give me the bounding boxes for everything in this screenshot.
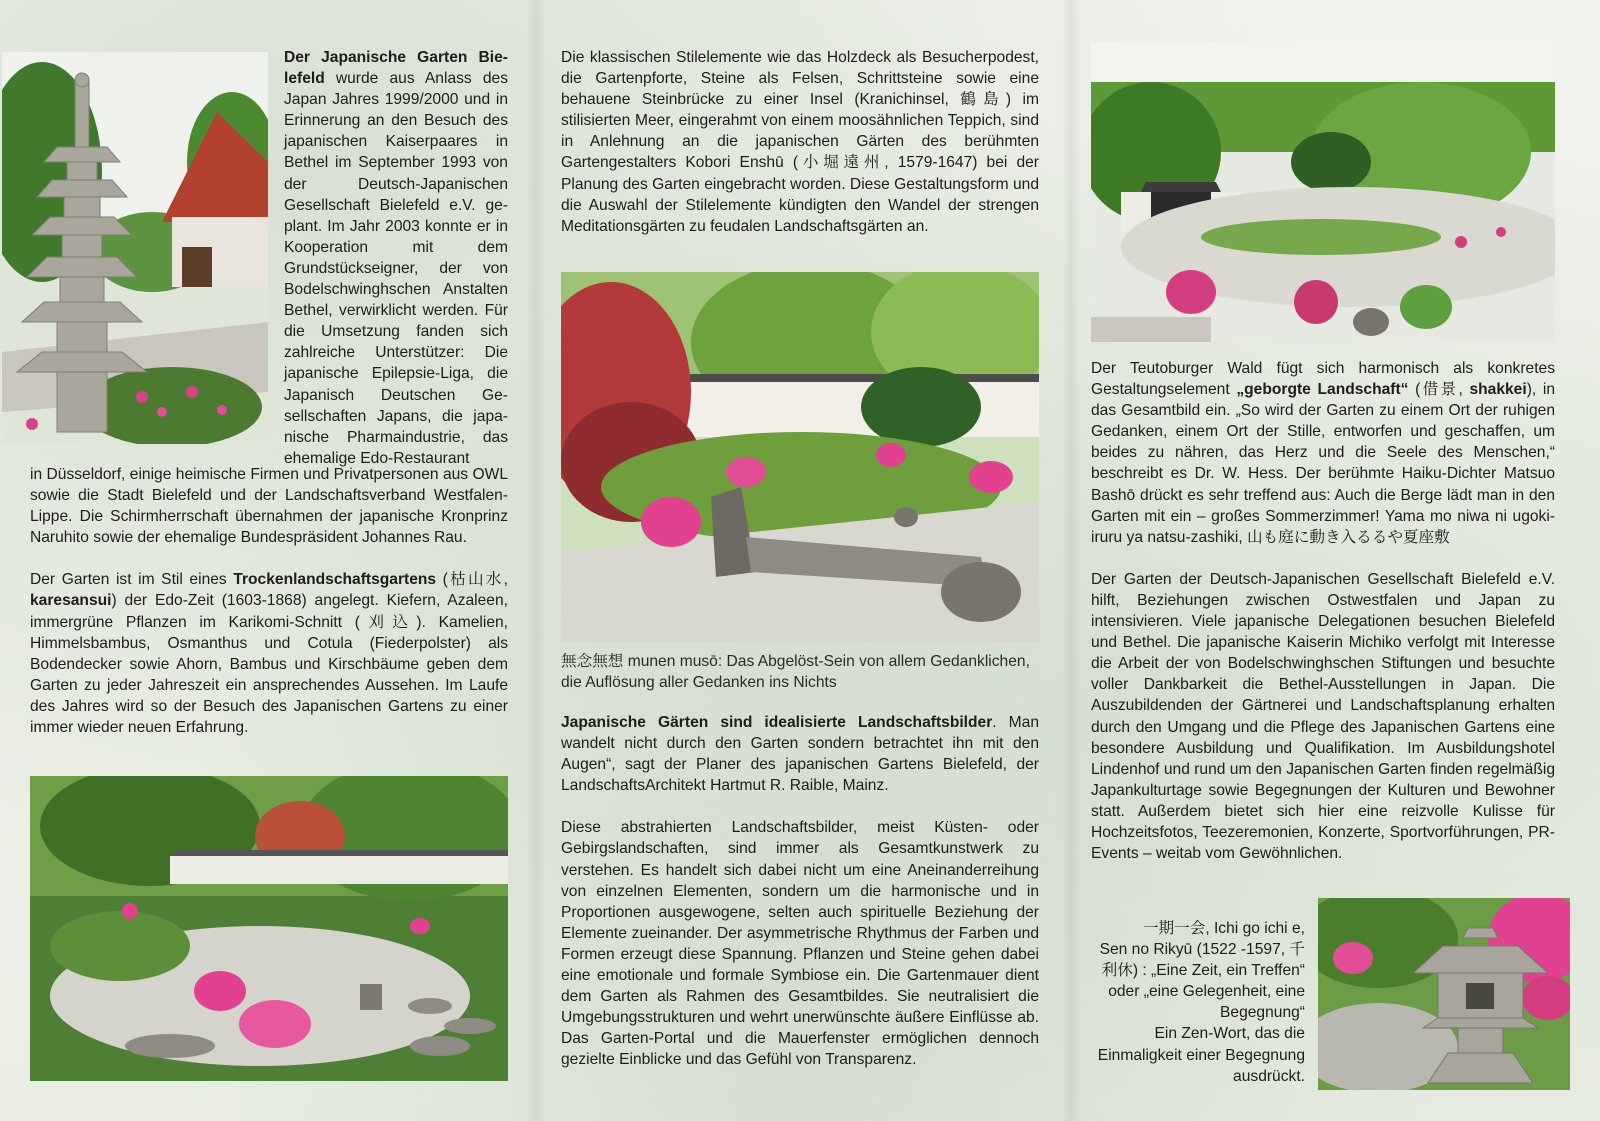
shakkei-kanji: (借景, [1408, 381, 1470, 399]
shakkei-romaji: shakkei [1469, 381, 1527, 399]
shakkei-pre: Der Teutoburger Wald fügt sich harmonisch als konkretes Gestaltungselement [1091, 360, 1555, 399]
landscape-rest: . Man wandelt nicht durch den Garten sondern betrachtet ihn mit den Augen“, sagt der Planer des japanischen Gartens Bielefeld, der LandschaftsArchitekt Hartmut R. Raible, Mainz. [561, 714, 1040, 795]
style-rest: ) der Edo-Zeit (1603-1868) angelegt. Kiefern, Azaleen, immergrüne Pflanzen im Karikomi-Schnitt (刈込). Kamelien, Himmelsbambus, Osmanthus und Cotula (Fiederpolster) als Bodendecker sowie Ahorn, Bambus und Kirschbäume geben dem Garten zu jeder Jahreszeit ein ansprechendes Aussehen. Im Laufe des Jahres wird so der Besuch des Japanischen Gartens zu einer immer wieder neuen Erfahrung. [30, 592, 508, 737]
style-elements-text [561, 47, 1039, 237]
gate-garden-photo [1091, 42, 1555, 342]
shakkei-term: „geborgte Landschaft“ [1236, 381, 1409, 399]
intro-title: Der Japanische Garten Bielefeld [284, 49, 508, 88]
style-pre: Der Garten ist im Stil eines [30, 571, 234, 589]
quote-title: 一期一会, Ichi go ichi e, [1142, 920, 1305, 937]
quote-meaning: Ein Zen-Wort, das die Einmaligkeit einer Begegnung ausdrückt. [1097, 1025, 1305, 1085]
style-kanji: (枯山水, [436, 571, 508, 589]
island-bridge-photo [561, 272, 1039, 642]
style-term: Trockenlandschaftsgartens [233, 571, 437, 589]
panel-middle [535, 0, 1065, 1121]
pagoda-photo [2, 52, 268, 444]
shakkei-paragraph [1091, 358, 1555, 548]
quote-source: Sen no Rikyū (1522 -1597, 千利休) : „Eine Zeit, ein Treffen“ oder „eine Gelegenheit, eine Begegnung“ [1099, 941, 1305, 1022]
intro-body: wurde aus Anlass des Japan Jahres 1999/2000 und in Erinnerung an den Besuch des japanischen Kaiserpaares in Bethel im September 1993 von der Deutsch-Japanischen Gesellschaft Bielefeld e.V. geplant. Im Jahr 2003 konnte er in Kooperation mit dem Grundstückseigner, der von Bodelschwinghschen Anstalten Bethel, verwirklicht werden. Für die Umsetzung fanden sich zahlreiche Unterstützer: Die japanische Epilepsie-Liga, die Japanisch Deutschen Gesellschaften Japans, die japanische Pharmaindustrie, das ehemalige Edo-Restaurant [284, 70, 508, 467]
style-term-romaji: karesansui [30, 592, 112, 610]
dry-garden-photo [30, 776, 508, 1081]
panel-right [1070, 0, 1600, 1121]
landscape-text [561, 712, 1039, 1071]
ichigo-ichie-quote [1091, 918, 1305, 1087]
borrowed-landscape-text [1091, 358, 1555, 864]
landscape-heading: Japanische Gärten sind idealisierte Landschaftsbilder [561, 714, 993, 731]
munen-muso-caption: 無念無想 munen musō: Das Abgelöst-Sein von allem Gedanklichen, die Auflösung aller Gedanken ins Nichts [561, 653, 1030, 692]
style-elements-paragraph: Die klassischen Stilelemente wie das Holzdeck als Besucherpodest, die Gartenpforte, Steine als Felsen, Schrittsteine sowie eine behauene Steinbrücke zu einer Insel (Kranichinsel, 鶴島) im stilisierten Meer, eingerahmt von einem moosähnlichen Teppich, sind in Anlehnung an die japanischen Gärten des berühmten Gartengestalters Kobori Enshū (小堀遠州, 1579-1647) bei der Planung des Garten eingebracht worden. Diese Gestaltungsform und die Auswahl der Stilelemente kündigten den Wandel der strengen Meditationsgärten zu feudalen Landschaftsgärten an. [561, 49, 1039, 235]
style-paragraph [30, 569, 508, 738]
intro-text-narrow [284, 47, 508, 469]
intro-continuation: in Düsseldorf, einige heimische Firmen und Privatpersonen aus OWL sowie die Stadt Bielefeld und der Landschaftsverband Westfalen-Lippe. Die Schirmherrschaft übernahmen der japanische Kronprinz Naruhito sowie der ehemalige Bundespräsident Johannes Rau. [30, 466, 508, 547]
abstraction-paragraph: Diese abstrahierten Landschaftsbilder, meist Küsten- oder Gebirgslandschaften, sind immer als Gesamtkunstwerk zu verstehen. Es handelt sich dabei nicht um eine Aneinanderreihung von einzelnen Elementen, sondern um die harmonische und in Proportionen ausgewogene, selten auch spirituelle Beziehung der Elemente zueinander. Der asymmetrische Rhythmus der Farben und Formen erzeugt diese Spannung. Pflanzen und Steine gehen dabei eine emotionale und formale Symbiose ein. Die Gartenmauer dient dem Garten als Rahmen des Gesamtbildes. Sie neutralisiert die Umgebungsstrukturen und wehrt unerwünschte äußere Einflüsse ab. Das Garten-Portal und die Mauerfenster ermöglichen dennoch gezielte Einblicke und das Gefühl von Transparenz. [561, 819, 1039, 1069]
panel-left [0, 0, 530, 1121]
shakkei-rest: ), in das Gesamtbild ein. „So wird der Garten zu einem Ort der ruhigen Gedanken, einem Ort der Stille, entworfen und geschaffen, um beides zu nähren, das Herz und die Seele des Menschen,“ beschreibt es Dr. W. Hess. Der berühmte Haiku-Dichter Matsuo Bashō drückt es sehr treffend aus: Auch die Berge lädt man in den Garten mit ein – großes Sommerzimmer! Yama mo niwa ni ugoki-iruru ya natsu-zashiki, 山も庭に動き入るるや夏座敷 [1091, 381, 1555, 546]
intro-text-wide [30, 464, 508, 738]
stone-lantern-photo [1318, 898, 1570, 1090]
landscape-paragraph [561, 712, 1039, 796]
society-paragraph: Der Garten der Deutsch-Japanischen Gesellschaft Bielefeld e.V. hilft, Beziehungen zwischen Ostwestfalen und Japan zu intensivieren. Viele japanische Delegationen besuchen Bielefeld und Bethel. Die japanische Kaiserin Michiko verfolgt mit Interesse die Arbeit der von Bodelschwinghschen Stiftungen und besuchte voller Dankbarkeit die Bethel-Ausstellungen in Japan. Die Auszubildenden der Gärtnerei und Landschaftsplanung erhalten durch den Umgang und die Pflege des Japanischen Gartens eine besondere Ausbildung und Qualifikation. Im Ausbildungshotel Lindenhof und rund um den Japanischen Garten finden regelmäßig Japankulturtage sowie Begegnungen der Kulturen und Bewohner statt. Außerdem bietet sich hier eine reizvolle Kulisse für Hochzeitsfotos, Teezeremonien, Konzerte, Sportvorführungen, PR-Events – weitab vom Gewöhnlichen. [1091, 570, 1555, 863]
